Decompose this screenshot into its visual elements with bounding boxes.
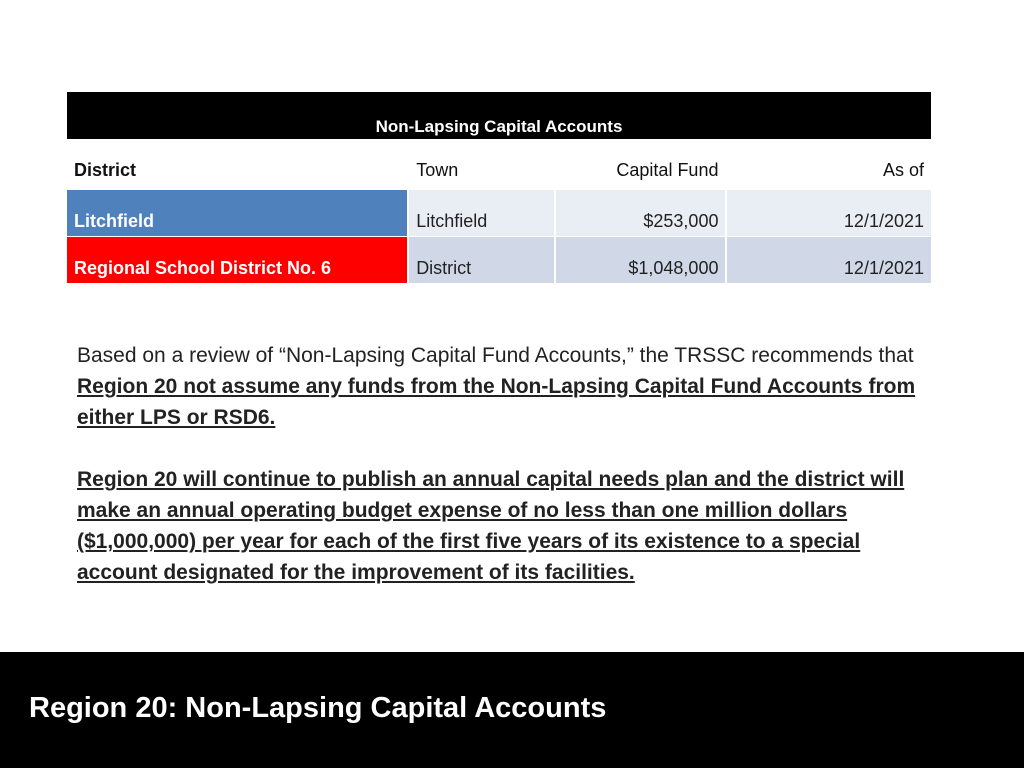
recommendation-paragraph <box>77 340 927 433</box>
recommendation-intro: Based on a review of “Non-Lapsing Capital Fund Accounts,” the TRSSC recommends that <box>77 344 914 367</box>
cell-district: Regional School District No. 6 <box>67 237 407 283</box>
recommendation-emphasis: Region 20 not assume any funds from the Non-Lapsing Capital Fund Accounts from either LPS or RSD6. <box>77 375 916 429</box>
cell-capital-fund: $253,000 <box>556 190 726 236</box>
table-row <box>67 190 931 236</box>
slide-title: Region 20: Non-Lapsing Capital Accounts <box>29 692 607 724</box>
header-as-of: As of <box>882 160 924 180</box>
capital-accounts-table <box>67 92 931 283</box>
cell-town: Litchfield <box>409 190 554 236</box>
table-header-row <box>67 139 931 189</box>
cell-town: District <box>409 237 554 283</box>
cell-as-of: 12/1/2021 <box>727 237 931 283</box>
cell-district: Litchfield <box>67 190 407 236</box>
paragraph-gap <box>77 433 927 464</box>
header-district: District <box>74 160 137 180</box>
table-title-bar <box>67 92 931 139</box>
table-row <box>67 237 931 283</box>
header-town: Town <box>416 160 459 180</box>
commitment-paragraph: Region 20 will continue to publish an annual capital needs plan and the district will make an annual operating budget expense of no less than one million dollars ($1,000,000) per year for each of the first five years of its existence to a special account designated for the improvement of its facilities. <box>77 468 905 584</box>
footer-bar <box>0 652 1024 768</box>
table-title: Non-Lapsing Capital Accounts <box>375 117 623 136</box>
cell-capital-fund: $1,048,000 <box>556 237 726 283</box>
header-capital-fund: Capital Fund <box>616 160 719 180</box>
cell-as-of: 12/1/2021 <box>727 190 931 236</box>
body-text <box>77 340 927 588</box>
